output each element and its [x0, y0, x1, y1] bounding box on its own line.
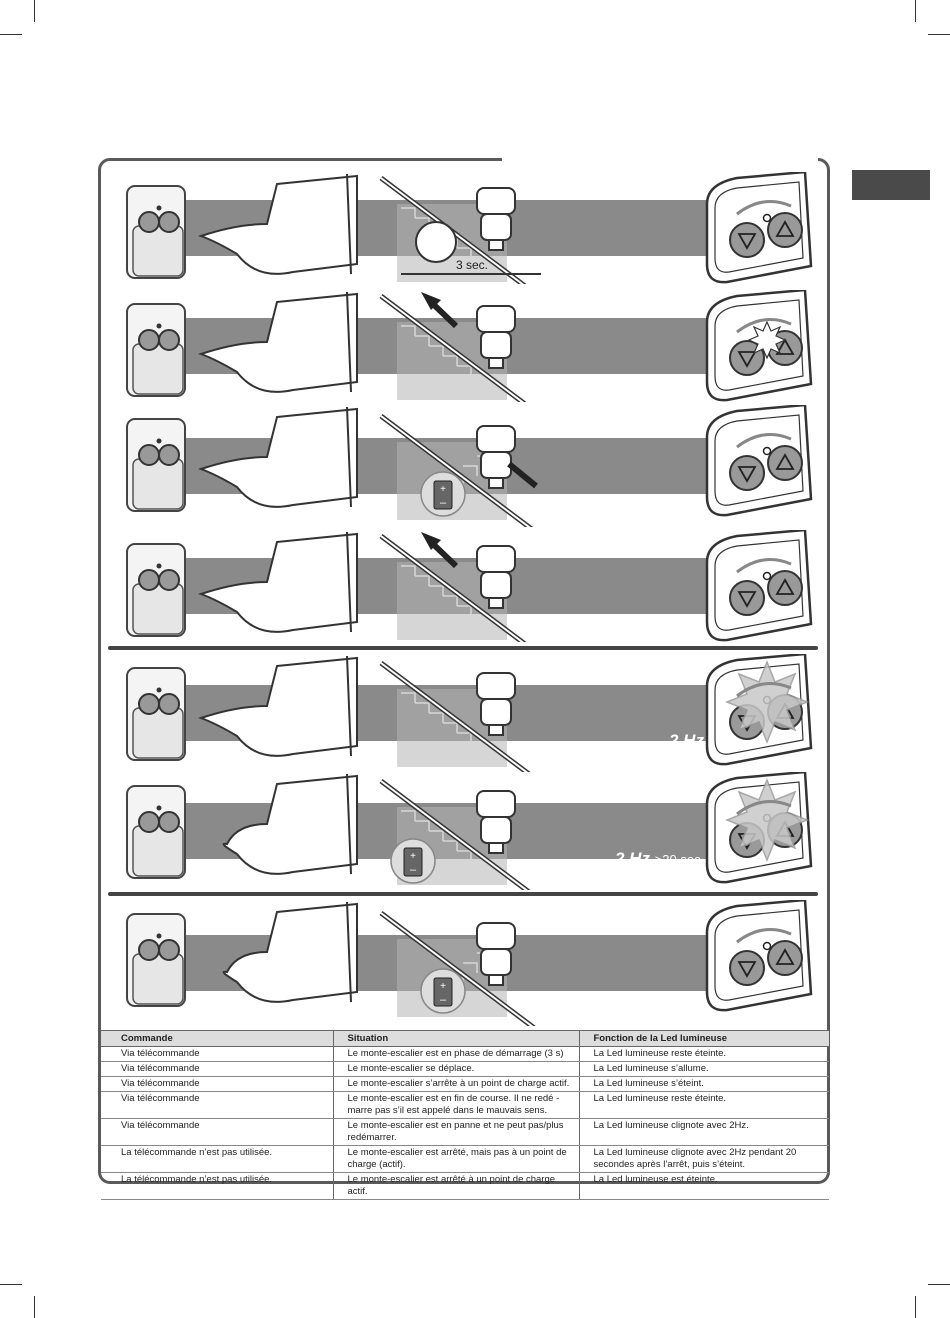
header-fonction: Fonction de la Led lumineuse: [579, 1031, 829, 1047]
led-function-table: [101, 1030, 829, 1200]
remote-holder: [133, 459, 183, 509]
led-blink-burst: [727, 780, 807, 860]
cell-fonction: La Led lumineuse clignote avec 2Hz pendant 20 secondes après l’arrêt, puis s’éteint.: [579, 1146, 829, 1173]
scene-moving: [101, 290, 827, 402]
remote-button-down: [139, 212, 159, 232]
led-indicator: [764, 573, 771, 580]
remote-button-down: [139, 940, 159, 960]
chair-foot: [489, 975, 503, 985]
scene-start: [101, 172, 827, 284]
cell-fonction: La Led lumineuse s’éteint.: [579, 1077, 829, 1092]
battery-minus: –: [439, 994, 447, 1006]
chair-seat: [481, 949, 511, 975]
chair-back: [477, 791, 515, 817]
remote-button-up: [159, 330, 179, 350]
header-commande: Commande: [101, 1031, 333, 1047]
scene-illustration: [101, 900, 827, 1026]
chair-foot: [489, 598, 503, 608]
chapter-tab: [852, 170, 930, 200]
chair-seat: [481, 572, 511, 598]
cell-situation: Le monte-escalier est en fin de course. Il ne redé - marre pas s’il est appelé dans le mauvais sens.: [333, 1092, 579, 1119]
chair-back: [477, 546, 515, 572]
cell-situation: Le monte-escalier est en phase de démarrage (3 s): [333, 1047, 579, 1062]
remote-large-button-up: [768, 571, 802, 605]
chair-foot: [489, 725, 503, 735]
chair-back: [477, 923, 515, 949]
battery-minus: –: [439, 497, 447, 509]
crop-mark: [915, 0, 916, 22]
table-row: [101, 1092, 829, 1119]
remote-large-button-down: [730, 223, 764, 257]
cell-situation: Le monte-escalier se déplace.: [333, 1062, 579, 1077]
scene-illustration: [101, 290, 827, 402]
cell-commande: Via télécommande: [101, 1119, 333, 1146]
crop-mark: [0, 1284, 22, 1285]
scene-fault: [101, 654, 827, 772]
remote-button-down: [139, 812, 159, 832]
blink-frequency-label: [615, 849, 704, 869]
battery-plus: +: [410, 851, 416, 862]
crop-mark: [928, 1284, 950, 1285]
remote-holder: [133, 708, 183, 758]
cell-commande: Via télécommande: [101, 1092, 333, 1119]
remote-button-up: [159, 570, 179, 590]
cell-situation: Le monte-escalier s’arrête à un point de charge actif.: [333, 1077, 579, 1092]
chair-foot: [489, 843, 503, 853]
remote-holder: [133, 226, 183, 276]
stopwatch-icon: [416, 222, 456, 262]
chair-back: [477, 306, 515, 332]
remote-led: [157, 439, 162, 444]
section-divider: [108, 892, 818, 896]
table-row: [101, 1047, 829, 1062]
remote-button-up: [159, 940, 179, 960]
remote-button-up: [159, 694, 179, 714]
table-row: [101, 1062, 829, 1077]
remote-led: [157, 564, 162, 569]
remote-large-button-down: [730, 581, 764, 615]
chair-back: [477, 188, 515, 214]
chair-seat: [481, 214, 511, 240]
remote-led: [157, 206, 162, 211]
crop-mark: [915, 1296, 916, 1318]
led-indicator: [764, 215, 771, 222]
remote-button-up: [159, 212, 179, 232]
cell-situation: Le monte-escalier est en panne et ne peut pas/plus redémarrer.: [333, 1119, 579, 1146]
hz-value: 2 Hz: [615, 849, 650, 868]
crop-mark: [928, 34, 950, 35]
remote-led: [157, 806, 162, 811]
led-indicator: [764, 943, 771, 950]
table-row: [101, 1119, 829, 1146]
scene-at-charge: [101, 900, 827, 1026]
scene-not-at-charge: [101, 772, 827, 890]
section-divider: [108, 646, 818, 650]
scene-illustration: [101, 530, 827, 642]
scene-illustration: [101, 654, 827, 772]
remote-button-down: [139, 330, 159, 350]
scene-end-of-travel: [101, 530, 827, 642]
battery-plus: +: [440, 484, 446, 495]
cell-commande: Via télécommande: [101, 1077, 333, 1092]
timer-label: 3 sec.: [456, 258, 489, 272]
remote-large-button-up: [768, 213, 802, 247]
hz-value: 2 Hz: [669, 731, 704, 750]
remote-holder: [133, 826, 183, 876]
cell-fonction: La Led lumineuse clignote avec 2Hz.: [579, 1119, 829, 1146]
chair-seat: [481, 817, 511, 843]
chair-back: [477, 673, 515, 699]
cell-commande: Via télécommande: [101, 1047, 333, 1062]
chair-foot: [489, 478, 503, 488]
hz-duration: >20 sec.: [654, 852, 705, 867]
chair-foot: [489, 240, 503, 250]
scene-illustration: [101, 772, 827, 890]
chair-seat: [481, 699, 511, 725]
cell-commande: La télécommande n’est pas utilisée.: [101, 1146, 333, 1173]
remote-large-button-down: [730, 951, 764, 985]
remote-button-up: [159, 445, 179, 465]
header-situation: Situation: [333, 1031, 579, 1047]
remote-large-button-up: [768, 446, 802, 480]
remote-led: [157, 688, 162, 693]
cell-fonction: La Led lumineuse reste éteinte.: [579, 1047, 829, 1062]
remote-large-button-up: [768, 941, 802, 975]
table-row: [101, 1077, 829, 1092]
table-header-row: [101, 1031, 829, 1047]
cell-situation: Le monte-escalier est arrêté, mais pas à un point de charge (actif).: [333, 1146, 579, 1173]
led-blink-burst: [727, 662, 807, 742]
led-indicator: [764, 448, 771, 455]
led-glow: [749, 322, 785, 358]
remote-holder: [133, 344, 183, 394]
crop-mark: [0, 34, 22, 35]
cell-situation: Le monte-escalier est arrêté à un point de charge actif.: [333, 1173, 579, 1200]
chair-back: [477, 426, 515, 452]
remote-large-button-down: [730, 456, 764, 490]
scene-illustration: [101, 405, 827, 527]
remote-led: [157, 324, 162, 329]
blink-frequency-label: [669, 731, 704, 751]
cell-commande: La télécommande n’est pas utilisée.: [101, 1173, 333, 1200]
cell-fonction: La Led lumineuse est éteinte.: [579, 1173, 829, 1200]
table-row: [101, 1146, 829, 1173]
cell-commande: Via télécommande: [101, 1062, 333, 1077]
remote-button-down: [139, 694, 159, 714]
cell-fonction: La Led lumineuse s’allume.: [579, 1062, 829, 1077]
table-row: [101, 1173, 829, 1200]
crop-mark: [34, 0, 35, 22]
remote-button-down: [139, 570, 159, 590]
remote-button-down: [139, 445, 159, 465]
frame-gap: [502, 150, 818, 164]
remote-button-up: [159, 812, 179, 832]
battery-plus: +: [440, 981, 446, 992]
battery-minus: –: [409, 864, 417, 876]
remote-led: [157, 934, 162, 939]
scene-charge-point: [101, 405, 827, 527]
remote-holder: [133, 954, 183, 1004]
chair-foot: [489, 358, 503, 368]
remote-holder: [133, 584, 183, 634]
chair-seat: [481, 332, 511, 358]
cell-fonction: La Led lumineuse reste éteinte.: [579, 1092, 829, 1119]
crop-mark: [34, 1296, 35, 1318]
chair-seat: [481, 452, 511, 478]
